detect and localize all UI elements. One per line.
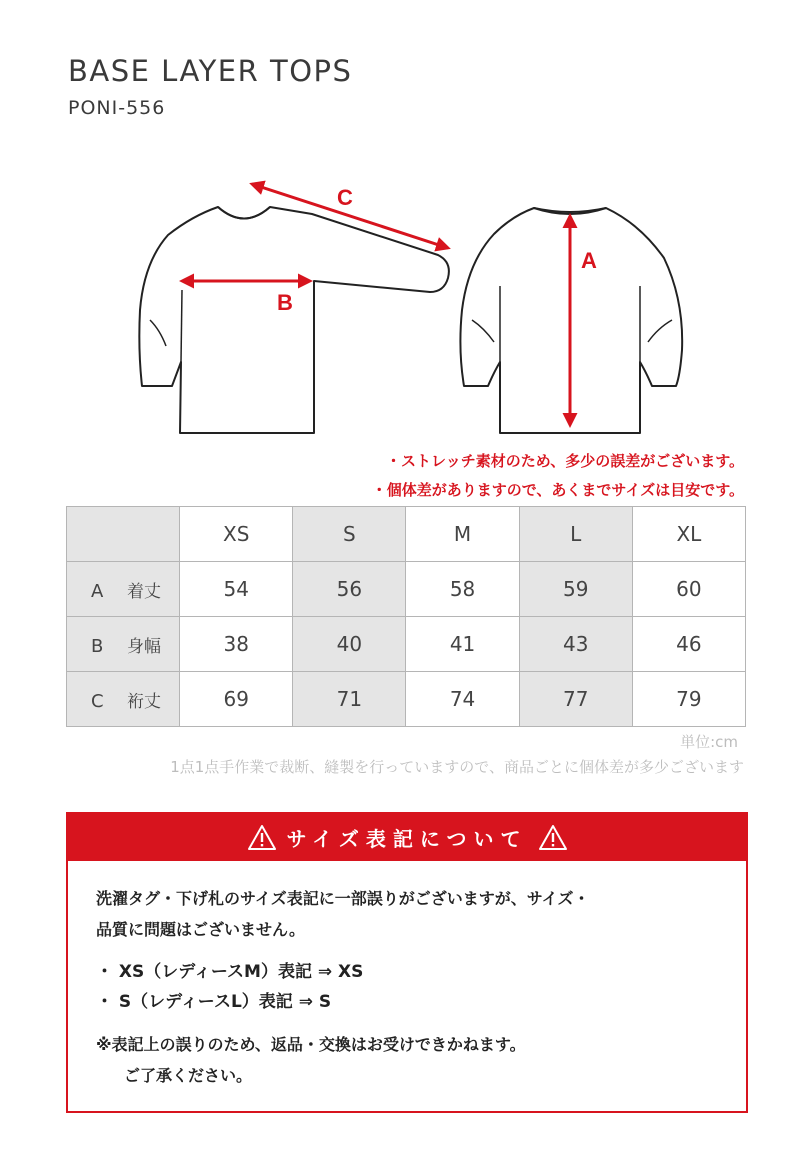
size-notice-box <box>66 812 748 1113</box>
table-cell: 38 <box>180 617 293 672</box>
table-row <box>67 617 746 672</box>
size-column-xs: XS <box>180 507 293 562</box>
table-cell: 60 <box>632 562 745 617</box>
table-cell: 77 <box>519 672 632 727</box>
garment-diagram <box>0 150 800 440</box>
table-cell: 71 <box>293 672 406 727</box>
row-letter: C <box>91 690 104 712</box>
size-notice-body <box>68 861 746 1091</box>
row-label: 身幅 <box>127 636 161 657</box>
table-cell: 40 <box>293 617 406 672</box>
row-header-c <box>67 672 180 727</box>
size-table-corner <box>67 507 180 562</box>
warning-triangle-icon <box>247 824 277 851</box>
list-item: ・ S（レディースL）表記 ⇒ S <box>96 992 332 1012</box>
size-mapping-list <box>96 957 746 1017</box>
row-label: 裄丈 <box>127 691 161 712</box>
table-cell: 59 <box>519 562 632 617</box>
size-column-xl: XL <box>632 507 745 562</box>
table-cell: 43 <box>519 617 632 672</box>
table-cell: 46 <box>632 617 745 672</box>
measure-label-b: B <box>277 290 293 315</box>
row-header-a <box>67 562 180 617</box>
table-row <box>67 562 746 617</box>
table-cell: 54 <box>180 562 293 617</box>
note-stretch: ・ストレッチ素材のため、多少の誤差がございます。 <box>385 452 744 470</box>
row-letter: A <box>91 580 104 602</box>
caution-line: ご了承ください。 <box>124 1066 253 1085</box>
front-view-outline <box>139 207 449 433</box>
size-column-l: L <box>519 507 632 562</box>
row-header-b <box>67 617 180 672</box>
stretch-notes <box>372 447 744 505</box>
table-cell: 74 <box>406 672 519 727</box>
table-cell: 56 <box>293 562 406 617</box>
table-cell: 69 <box>180 672 293 727</box>
measure-label-c: C <box>337 185 353 210</box>
table-cell: 58 <box>406 562 519 617</box>
row-letter: B <box>91 635 104 657</box>
size-notice-title: サイズ表記について <box>286 827 528 851</box>
table-cell: 41 <box>406 617 519 672</box>
note-individual-difference: ・個体差がありますので、あくまでサイズは目安です。 <box>371 481 744 499</box>
product-code: PONI-556 <box>68 97 166 119</box>
size-column-s: S <box>293 507 406 562</box>
size-notice-heading <box>68 814 746 861</box>
unit-label: 単位:cm <box>680 733 738 751</box>
notice-body-line: 品質に問題はございません。 <box>96 920 305 939</box>
size-table <box>66 506 746 727</box>
handmade-note: 1点1点手作業で裁断、縫製を行っていますので、商品ごとに個体差が多少ございます <box>170 758 744 776</box>
caution-line: ※表記上の誤りのため、返品・交換はお受けできかねます。 <box>96 1035 526 1054</box>
notice-body-line: 洗濯タグ・下げ札のサイズ表記に一部誤りがございますが、サイズ・ <box>96 889 590 908</box>
return-caution <box>96 1029 746 1091</box>
row-label: 着丈 <box>127 581 161 602</box>
page-title: BASE LAYER TOPS <box>68 54 353 88</box>
table-row <box>67 672 746 727</box>
size-column-m: M <box>406 507 519 562</box>
size-table-header-row <box>67 507 746 562</box>
table-cell: 79 <box>632 672 745 727</box>
warning-triangle-icon <box>538 824 568 851</box>
measure-label-a: A <box>581 248 597 273</box>
list-item: ・ XS（レディースM）表記 ⇒ XS <box>96 962 364 982</box>
